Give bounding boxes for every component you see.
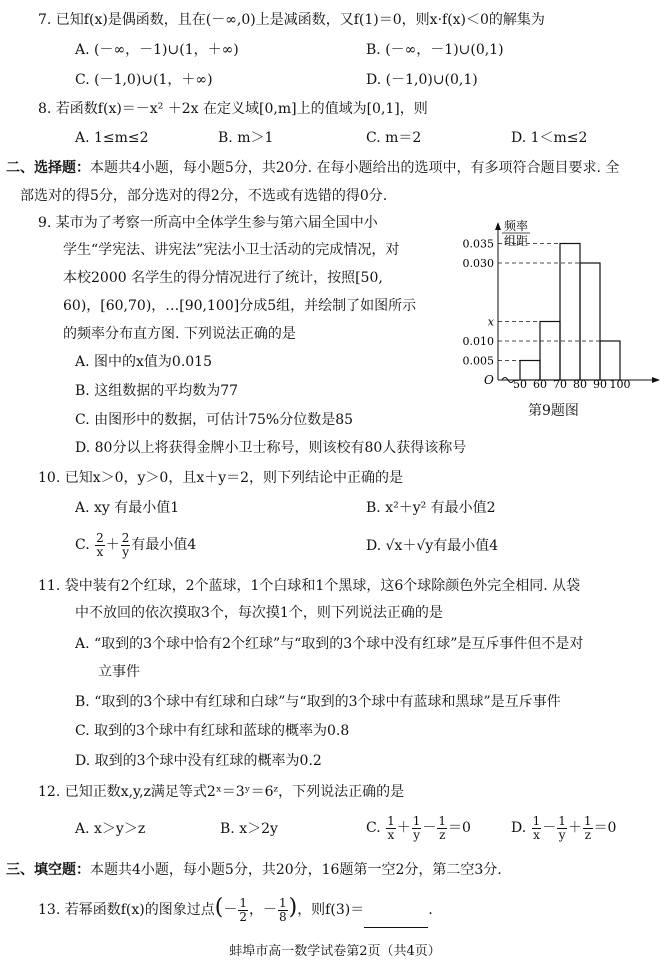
y-tick-label: 0.035 bbox=[462, 237, 494, 251]
q7-stem: 7. 已知f(x)是偶函数，且在(－∞,0)上是减函数，又f(1)＝0，则x·f(x)＜0的解集为 bbox=[38, 12, 545, 28]
histogram-bar bbox=[600, 341, 620, 380]
histogram-bar bbox=[540, 322, 560, 381]
section-3-instructions: 本题共4小题，每小题5分，共20分，16题第一空2分，第二空3分. bbox=[90, 862, 502, 878]
q13-text-2: ，则f(3)＝ bbox=[297, 902, 365, 918]
fraction-1-over-x bbox=[386, 815, 396, 842]
fraction-1-over-8 bbox=[278, 897, 288, 924]
denominator: z bbox=[439, 827, 446, 842]
histogram-bar bbox=[560, 244, 580, 381]
q11-option-b: B. “取到的3个球中有红球和白球”与“取到的3个球中有蓝球和黑球”是互斥事件 bbox=[75, 694, 561, 710]
x-tick-label: 50 bbox=[513, 378, 527, 391]
denominator: 2 bbox=[239, 909, 247, 924]
q9-option-b: B. 这组数据的平均数为77 bbox=[75, 383, 239, 399]
left-paren: ( bbox=[214, 895, 224, 920]
section-2-heading bbox=[6, 158, 619, 178]
numerator: 1 bbox=[239, 895, 247, 910]
q9-stem-2: 学生“学宪法、讲宪法”宪法小卫士活动的完成情况，对 bbox=[63, 242, 400, 258]
x-tick-label: 60 bbox=[533, 378, 547, 391]
numerator: 1 bbox=[387, 813, 395, 828]
equals-zero: ＝0 bbox=[593, 820, 617, 836]
y-tick-label: 0.030 bbox=[462, 257, 494, 270]
q12-c-label: C. bbox=[366, 820, 381, 836]
q10-c-text: 有最小值4 bbox=[131, 537, 197, 553]
q12-option-c: C. $\frac{1}{x}$ ＋ $\frac{1}{y}$ － $\frac{1}{z}$ ＝0 bbox=[366, 813, 471, 842]
q13-stem: 13. 若幂函数f(x)的图象过点(－ $\frac{1}{2}$ ，－ $\frac{1}{8}$ )，则f(3)＝ . bbox=[38, 890, 433, 928]
equals-zero: ＝0 bbox=[448, 820, 471, 836]
page-footer: 蚌埠市高一数学试卷第2页（共4页） bbox=[229, 944, 441, 959]
section-2-title: 二、选择题： bbox=[6, 160, 90, 176]
origin-label: O bbox=[484, 373, 494, 387]
x-tick-label: 80 bbox=[573, 378, 587, 391]
numerator: 1 bbox=[412, 813, 421, 828]
section-3-title: 三、填空题： bbox=[6, 862, 90, 878]
q10-c-label: C. bbox=[75, 537, 90, 553]
y-tick-label: x bbox=[487, 315, 494, 329]
y-tick-label: 0.010 bbox=[462, 335, 494, 348]
denominator: z bbox=[584, 827, 591, 842]
q11-option-a-cont: 立事件 bbox=[98, 664, 140, 680]
q9-stem-3: 本校2000 名学生的得分情况进行了统计，按照[50, bbox=[63, 270, 383, 286]
numerator: 2 bbox=[121, 530, 130, 545]
section-2-instructions: 本题共4小题，每小题5分，共20分. 在每小题给出的选项中，有多项符合题目要求. 全 bbox=[90, 160, 620, 176]
q11-option-c: C. 取到的3个球中有红球和蓝球的概率为0.8 bbox=[75, 723, 350, 739]
x-tick-label: 100 bbox=[609, 378, 631, 391]
q11-option-d: D. 取到的3个球中没有红球的概率为0.2 bbox=[75, 753, 322, 769]
fraction-2-over-x bbox=[95, 532, 105, 559]
q12-option-a: A. x＞y＞z bbox=[75, 821, 146, 837]
denominator: y bbox=[558, 827, 566, 842]
q8-option-d: D. 1＜m≤2 bbox=[511, 130, 588, 146]
q11-stem-1: 11. 袋中装有2个红球，2个蓝球，1个白球和1个黑球，这6个球除颜色外完全相同. 从袋 bbox=[38, 578, 581, 594]
fraction-1-over-x bbox=[532, 815, 542, 842]
q8-option-c: C. m＝2 bbox=[366, 130, 422, 146]
y-axis-arrow bbox=[495, 222, 501, 230]
q7-option-a: A. (－∞，－1)∪(1，＋∞) bbox=[75, 42, 239, 58]
fraction-1-over-z bbox=[583, 815, 593, 842]
q7-option-d: D. (－1,0)∪(0,1) bbox=[366, 72, 478, 88]
x-axis-arrow bbox=[652, 377, 660, 383]
q9-option-c: C. 由图形中的数据，可估计75%分位数是85 bbox=[75, 412, 354, 428]
denominator: y bbox=[122, 544, 129, 559]
fraction-1-over-z bbox=[437, 815, 447, 842]
fraction-1-over-y bbox=[557, 815, 567, 842]
q7-option-b: B. (－∞，－1)∪(0,1) bbox=[366, 42, 504, 58]
numerator: 1 bbox=[532, 813, 541, 828]
q11-stem-2: 中不放回的依次摸取3个，每次摸1个，则下列说法正确的是 bbox=[75, 605, 443, 621]
q9-option-d: D. 80分以上将获得金牌小卫士称号，则该校有80人获得该称号 bbox=[75, 440, 467, 456]
q8-stem: 8. 若函数f(x)＝－x² ＋2x 在定义域[0,m]上的值域为[0,1]，则 bbox=[38, 101, 428, 117]
denominator: x bbox=[96, 544, 104, 559]
q9-stem-4: 60)，[60,70)，…[90,100]分成5组，并绘制了如图所示 bbox=[63, 298, 417, 314]
section-2-instructions-cont: 部选对的得5分，部分选对的得2分，不选或有选错的得0分. bbox=[20, 188, 388, 204]
q11-option-a: A. “取到的3个球中恰有2个红球”与“取到的3个球中没有红球”是互斥事件但不是对 bbox=[75, 636, 584, 652]
frequency-histogram bbox=[430, 218, 662, 400]
histogram-bar bbox=[580, 263, 600, 380]
q9-option-a: A. 图中的x值为0.015 bbox=[75, 354, 212, 370]
q8-option-a: A. 1≤m≤2 bbox=[75, 130, 149, 146]
denominator: x bbox=[533, 827, 540, 842]
numerator: 1 bbox=[278, 895, 287, 910]
denominator: x bbox=[387, 827, 395, 842]
section-3-heading bbox=[6, 860, 502, 880]
q10-option-a: A. xy 有最小值1 bbox=[75, 500, 180, 516]
numerator: 1 bbox=[438, 813, 447, 828]
fraction-1-over-y bbox=[412, 815, 422, 842]
numerator: 2 bbox=[96, 530, 104, 545]
q13-text: 13. 若幂函数f(x)的图象过点 bbox=[38, 902, 215, 918]
denominator: y bbox=[413, 827, 420, 842]
q10-stem: 10. 已知x＞0，y＞0，且x＋y＝2，则下列结论中正确的是 bbox=[38, 470, 404, 486]
y-label-top: 频率 bbox=[504, 219, 529, 233]
y-label-bottom: 组距 bbox=[504, 234, 529, 248]
right-paren: ) bbox=[288, 895, 298, 920]
answer-blank[interactable] bbox=[364, 913, 428, 928]
q10-option-b: B. x²＋y² 有最小值2 bbox=[366, 500, 496, 516]
numerator: 1 bbox=[558, 813, 566, 828]
q12-option-b: B. x＞2y bbox=[220, 821, 278, 837]
x-tick-label: 70 bbox=[553, 378, 567, 391]
q8-option-b: B. m＞1 bbox=[218, 130, 274, 146]
q12-option-d: D. $\frac{1}{x}$ － $\frac{1}{y}$ ＋ $\frac{1}{z}$ ＝0 bbox=[511, 813, 617, 842]
q12-stem: 12. 已知正数x,y,z满足等式2ˣ＝3ʸ＝6ᶻ，下列说法正确的是 bbox=[38, 784, 405, 800]
fraction-2-over-y bbox=[121, 532, 131, 559]
y-tick-label: 0.005 bbox=[462, 354, 494, 368]
q9-stem-5: 的频率分布直方图. 下列说法正确的是 bbox=[63, 326, 296, 342]
q12-d-label: D. bbox=[511, 820, 527, 836]
q10-option-c: C. $\frac{2}{x}$ ＋ $\frac{2}{y}$ 有最小值4 bbox=[75, 530, 197, 559]
x-tick-label: 90 bbox=[593, 378, 607, 391]
q13-period: . bbox=[428, 902, 433, 918]
figure-caption: 第9题图 bbox=[528, 403, 579, 419]
q7-option-c: C. (－1,0)∪(1，＋∞) bbox=[75, 72, 213, 88]
q10-option-d: D. √x＋√y有最小值4 bbox=[366, 538, 499, 554]
numerator: 1 bbox=[583, 813, 592, 828]
fraction-1-over-2 bbox=[238, 897, 248, 924]
q9-stem-1: 9. 某市为了考察一所高中全体学生参与第六届全国中小 bbox=[38, 215, 378, 231]
denominator: 8 bbox=[278, 909, 287, 924]
